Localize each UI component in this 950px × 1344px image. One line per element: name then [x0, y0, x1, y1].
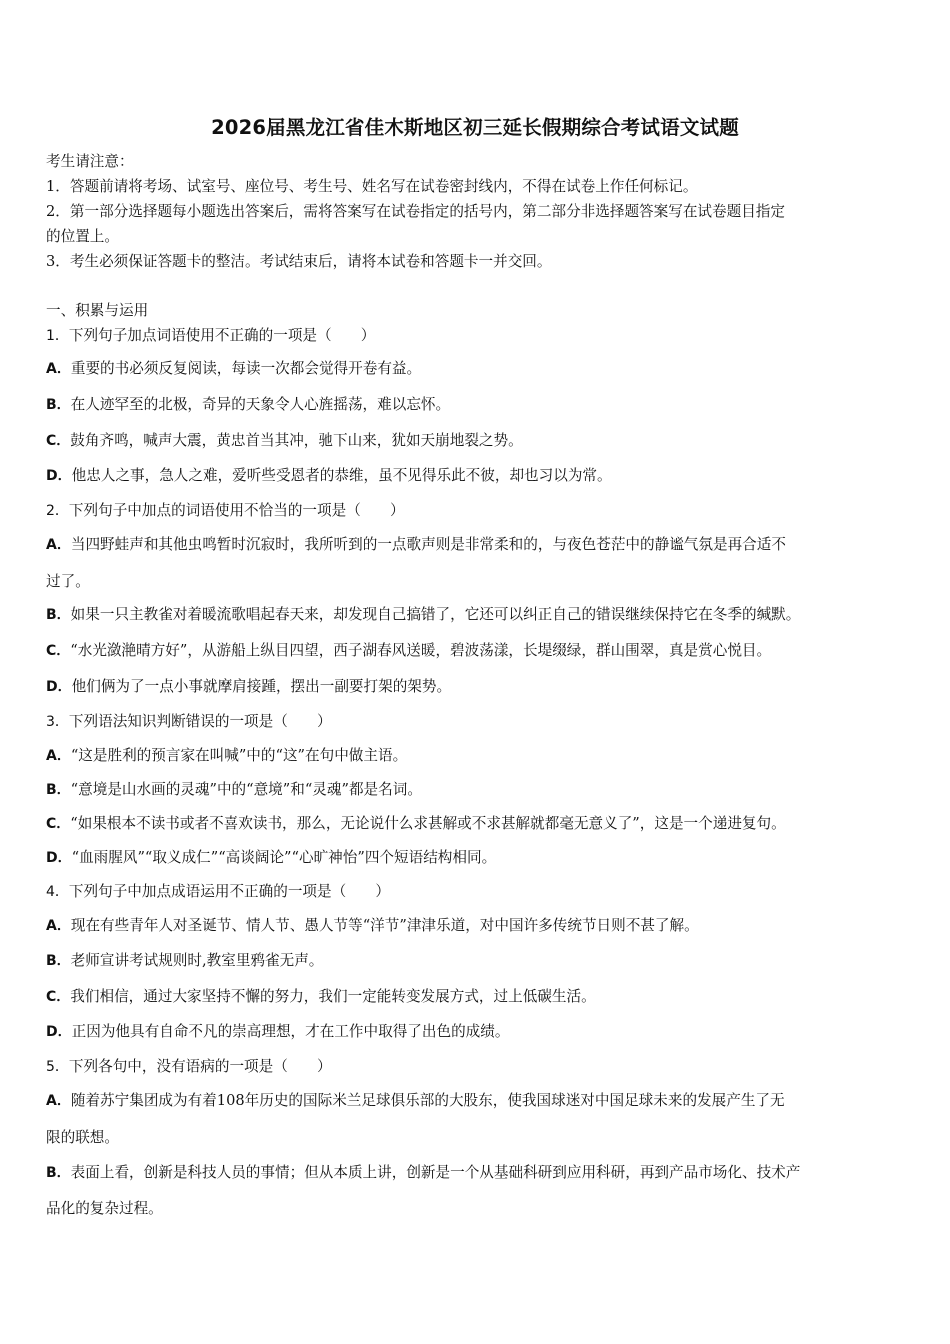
q4-option-a: [46, 916, 699, 936]
option-letter: D．: [46, 850, 72, 866]
notice-item-1: 1．答题前请将考场、试室号、座位号、考生号、姓名写在试卷密封线内，不得在试卷上作任何标记。: [46, 178, 698, 195]
question-number: 4．: [46, 884, 69, 900]
question-1: [46, 326, 375, 346]
option-letter: A．: [46, 918, 71, 934]
q5-option-a: [46, 1091, 785, 1111]
question-stem: 下列句子中加点成语运用不正确的一项是（ ）: [68, 883, 390, 900]
notice-item-3: 3．考生必须保证答题卡的整洁。考试结束后，请将本试卷和答题卡一并交回。: [46, 253, 552, 270]
option-letter: D．: [46, 1024, 72, 1040]
q4-option-b: [46, 951, 323, 971]
question-stem: 下列各句中，没有语病的一项是（ ）: [68, 1058, 332, 1075]
option-letter: C．: [46, 643, 71, 659]
q3-option-b: [46, 780, 422, 800]
option-letter: B．: [46, 607, 71, 623]
q2-option-c: [46, 641, 771, 661]
option-text: 重要的书必须反复阅读，每读一次都会觉得开卷有益。: [70, 360, 422, 377]
q3-option-c: [46, 814, 786, 834]
q5-option-a-cont: 限的联想。: [46, 1129, 119, 1146]
option-letter: B．: [46, 1165, 71, 1181]
option-text: “水光潋滟晴方好”，从游船上纵目四望，西子湖春风送暖，碧波荡漾，长堤缀绿，群山围翠，真是赏心悦目。: [70, 642, 772, 659]
option-letter: B．: [46, 397, 71, 413]
option-letter: C．: [46, 816, 71, 832]
option-text: “如果根本不读书或者不喜欢读书，那么，无论说什么求甚解或不求甚解就都毫无意义了”，这是一个递进复句。: [70, 815, 786, 832]
option-text: 如果一只主教雀对着暖流歌唱起春天来，却发现自己搞错了，它还可以纠正自己的错误继续保持它在冬季的缄默。: [70, 606, 801, 623]
question-number: 1．: [46, 328, 69, 344]
question-stem: 下列句子加点词语使用不正确的一项是（ ）: [68, 327, 376, 344]
option-letter: A．: [46, 748, 71, 764]
q5-option-b: [46, 1163, 800, 1183]
question-number: 2．: [46, 503, 69, 519]
option-text: “这是胜利的预言家在叫喊”中的“这”在句中做主语。: [70, 747, 408, 764]
q5-option-b-cont: 品化的复杂过程。: [46, 1200, 163, 1217]
q2-option-d: [46, 677, 451, 697]
option-text: 老师宣讲考试规则时,教室里鸦雀无声。: [70, 952, 324, 969]
option-letter: A．: [46, 361, 71, 377]
q1-option-c: [46, 431, 523, 451]
option-text: “意境是山水画的灵魂”中的“意境”和“灵魂”都是名词。: [70, 781, 422, 798]
question-3: [46, 712, 332, 732]
q4-option-c: [46, 987, 596, 1007]
option-letter: A．: [46, 1093, 71, 1109]
option-text: 他们俩为了一点小事就摩肩接踵，摆出一副要打架的架势。: [71, 678, 452, 695]
question-number: 5．: [46, 1059, 69, 1075]
option-letter: A．: [46, 537, 71, 553]
question-stem: 下列语法知识判断错误的一项是（ ）: [68, 713, 332, 730]
option-text: 正因为他具有自命不凡的崇高理想，才在工作中取得了出色的成绩。: [71, 1023, 510, 1040]
q1-option-a: [46, 359, 421, 379]
option-text: 在人迹罕至的北极，奇异的天象令人心旌摇荡，难以忘怀。: [70, 396, 451, 413]
option-text: 鼓角齐鸣，喊声大震，黄忠首当其冲，驰下山来，犹如天崩地裂之势。: [70, 432, 523, 449]
question-5: [46, 1057, 332, 1077]
page-title: 2026届黑龙江省佳木斯地区初三延长假期综合考试语文试题: [211, 116, 739, 139]
option-text: 现在有些青年人对圣诞节、情人节、愚人节等“洋节”津津乐道，对中国许多传统节日则不甚了解。: [70, 917, 699, 934]
section-heading: 一、积累与运用: [46, 302, 149, 319]
q1-option-b: [46, 395, 450, 415]
option-letter: D．: [46, 679, 72, 695]
option-letter: D．: [46, 468, 72, 484]
option-text: 当四野蛙声和其他虫鸣暂时沉寂时，我所听到的一点歌声则是非常柔和的，与夜色苍茫中的静谧气氛是再合适不: [70, 536, 786, 553]
notice-item-2: 2．第一部分选择题每小题选出答案后，需将答案写在试卷指定的括号内，第二部分非选择题答案写在试卷题目指定: [46, 203, 785, 220]
q2-option-b: [46, 605, 800, 625]
option-letter: B．: [46, 953, 71, 969]
question-number: 3．: [46, 714, 69, 730]
option-letter: C．: [46, 433, 71, 449]
option-letter: B．: [46, 782, 71, 798]
q3-option-a: [46, 746, 407, 766]
question-stem: 下列句子中加点的词语使用不恰当的一项是（ ）: [68, 502, 405, 519]
question-2: [46, 501, 405, 521]
q4-option-d: [46, 1022, 509, 1042]
option-letter: C．: [46, 989, 71, 1005]
option-text: 表面上看，创新是科技人员的事情；但从本质上讲，创新是一个从基础科研到应用科研，再到产品市场化、技术产: [70, 1164, 801, 1181]
notice-item-2-cont: 的位置上。: [46, 228, 119, 245]
q2-option-a: [46, 535, 786, 555]
q1-option-d: [46, 466, 612, 486]
option-text: 随着苏宁集团成为有着108年历史的国际米兰足球俱乐部的大股东，使我国球迷对中国足球未来的发展产生了无: [70, 1092, 785, 1109]
q2-option-a-cont: 过了。: [46, 573, 90, 590]
option-text: 他忠人之事，急人之难，爱听些受恩者的恭维，虽不见得乐此不彼，却也习以为常。: [71, 467, 612, 484]
notice-heading: 考生请注意：: [46, 153, 134, 170]
option-text: 我们相信，通过大家坚持不懈的努力，我们一定能转变发展方式，过上低碳生活。: [70, 988, 596, 1005]
option-text: “血雨腥风”“取义成仁”“高谈阔论”“心旷神怡”四个短语结构相同。: [71, 849, 497, 866]
question-4: [46, 882, 390, 902]
q3-option-d: [46, 848, 496, 868]
